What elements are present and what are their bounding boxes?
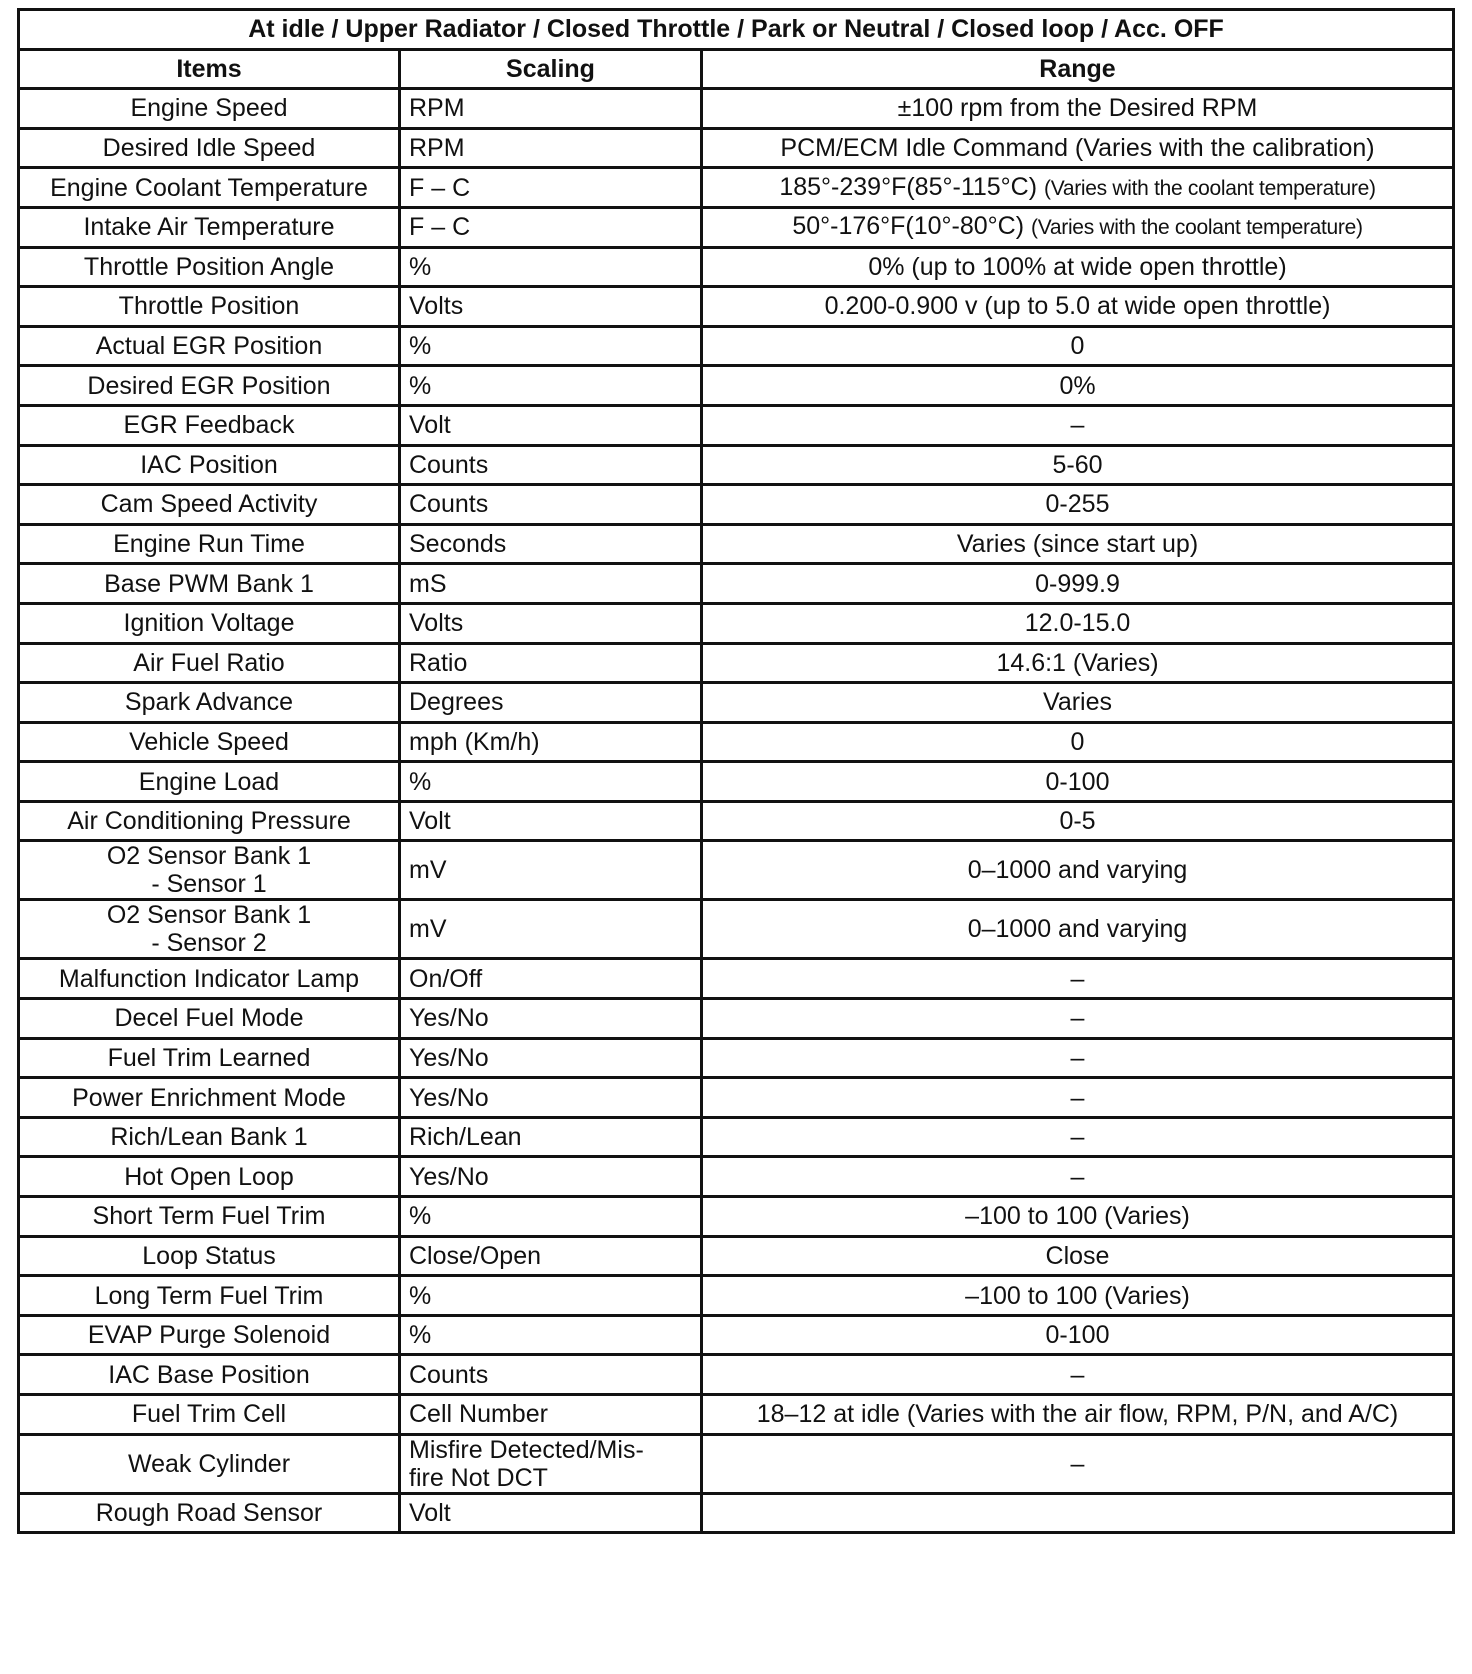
item-text: Long Term Fuel Trim <box>94 1281 324 1310</box>
scaling-cell <box>400 89 702 129</box>
item-cell <box>19 1355 400 1395</box>
range-cell <box>702 1434 1454 1493</box>
scaling-cell <box>400 128 702 168</box>
item-cell <box>19 1434 400 1493</box>
scaling-cell <box>400 603 702 643</box>
range-cell <box>702 1493 1454 1533</box>
table-row <box>19 900 1454 959</box>
table-row <box>19 1197 1454 1237</box>
range-cell <box>702 485 1454 525</box>
table-row <box>19 1434 1454 1493</box>
scaling-cell <box>400 1315 702 1355</box>
range-cell <box>702 366 1454 406</box>
table-row <box>19 445 1454 485</box>
table-row <box>19 722 1454 762</box>
table-row <box>19 683 1454 723</box>
scaling-text: F – C <box>409 173 471 202</box>
header-row <box>19 49 1454 89</box>
range-text: – <box>1070 1162 1085 1191</box>
item-text: Actual EGR Position <box>95 332 323 361</box>
range-note: (Varies with the coolant temperature) <box>1031 216 1363 240</box>
scaling-text: % <box>409 371 432 400</box>
scaling-cell <box>400 762 702 802</box>
table-row <box>19 1038 1454 1078</box>
range-text: 0-100 <box>1045 767 1110 796</box>
item-text: Hot Open Loop <box>124 1162 294 1191</box>
scaling-text: F – C <box>409 213 471 242</box>
scaling-text: On/Off <box>409 964 483 993</box>
item-text: O2 Sensor Bank 1 - Sensor 2 <box>106 901 312 958</box>
item-cell <box>19 128 400 168</box>
range-text: 0–1000 and varying <box>967 915 1188 944</box>
scaling-cell <box>400 1038 702 1078</box>
scaling-text: mV <box>409 915 447 944</box>
table-body <box>19 89 1454 1533</box>
scaling-cell <box>400 841 702 900</box>
item-text: Desired EGR Position <box>87 371 331 400</box>
scaling-cell <box>400 1078 702 1118</box>
item-text: Air Conditioning Pressure <box>67 807 351 836</box>
range-text: –100 to 100 (Varies) <box>965 1202 1190 1231</box>
item-cell <box>19 683 400 723</box>
table-row <box>19 1157 1454 1197</box>
range-cell <box>702 959 1454 999</box>
table-row <box>19 485 1454 525</box>
range-cell <box>702 1315 1454 1355</box>
table-row <box>19 1355 1454 1395</box>
item-cell <box>19 603 400 643</box>
scaling-text: % <box>409 1202 432 1231</box>
item-cell <box>19 287 400 327</box>
item-text: Fuel Trim Learned <box>107 1043 311 1072</box>
table-row <box>19 603 1454 643</box>
scaling-cell <box>400 900 702 959</box>
scaling-cell <box>400 1117 702 1157</box>
table-row <box>19 168 1454 208</box>
scaling-text: Volts <box>409 609 464 638</box>
scaling-text: % <box>409 767 432 796</box>
range-cell <box>702 524 1454 564</box>
range-cell <box>702 1197 1454 1237</box>
item-cell <box>19 168 400 208</box>
scaling-text: Rich/Lean <box>409 1123 522 1152</box>
item-text: Base PWM Bank 1 <box>104 569 314 598</box>
table-row <box>19 643 1454 683</box>
item-text: Decel Fuel Mode <box>114 1004 304 1033</box>
item-text: Air Fuel Ratio <box>133 648 285 677</box>
scaling-text: Counts <box>409 490 489 519</box>
scaling-cell <box>400 485 702 525</box>
scaling-cell <box>400 405 702 445</box>
item-text: Rich/Lean Bank 1 <box>110 1123 308 1152</box>
item-text: Desired Idle Speed <box>102 134 316 163</box>
item-cell <box>19 1493 400 1533</box>
table-row <box>19 89 1454 129</box>
range-cell <box>702 564 1454 604</box>
scaling-text: Volt <box>409 1498 451 1527</box>
item-cell <box>19 405 400 445</box>
range-cell <box>702 247 1454 287</box>
header-items: Items <box>19 49 400 89</box>
item-text: Engine Load <box>138 767 280 796</box>
item-cell <box>19 445 400 485</box>
item-cell <box>19 900 400 959</box>
range-text: – <box>1070 1449 1085 1478</box>
range-text: 185°-239°F(85°-115°C) <box>779 172 1038 201</box>
item-text: Ignition Voltage <box>123 609 295 638</box>
scaling-cell <box>400 207 702 247</box>
scaling-cell <box>400 1434 702 1493</box>
scaling-text: Yes/No <box>409 1043 489 1072</box>
item-text: Throttle Position <box>118 292 300 321</box>
scaling-text: RPM <box>409 94 465 123</box>
scaling-cell <box>400 1276 702 1316</box>
item-text: Throttle Position Angle <box>83 252 335 281</box>
range-cell <box>702 405 1454 445</box>
scaling-text: RPM <box>409 134 465 163</box>
table-row <box>19 128 1454 168</box>
range-text: 12.0-15.0 <box>1024 609 1131 638</box>
item-text: Engine Run Time <box>113 530 305 559</box>
scaling-cell <box>400 524 702 564</box>
item-cell <box>19 1276 400 1316</box>
range-text: 0% (up to 100% at wide open throttle) <box>868 252 1287 281</box>
scaling-text: % <box>409 252 432 281</box>
table-row <box>19 287 1454 327</box>
scaling-cell <box>400 1493 702 1533</box>
scaling-text: Counts <box>409 450 489 479</box>
scaling-cell <box>400 564 702 604</box>
scaling-cell <box>400 999 702 1039</box>
range-text: Varies <box>1043 688 1113 717</box>
item-cell <box>19 643 400 683</box>
range-text: PCM/ECM Idle Command (Varies with the calibration) <box>780 134 1375 163</box>
table-row <box>19 247 1454 287</box>
range-cell <box>702 168 1454 208</box>
range-cell <box>702 900 1454 959</box>
item-cell <box>19 841 400 900</box>
scaling-cell <box>400 247 702 287</box>
range-cell <box>702 1078 1454 1118</box>
table-row <box>19 1395 1454 1435</box>
table-row <box>19 999 1454 1039</box>
item-text: IAC Base Position <box>108 1360 310 1389</box>
item-cell <box>19 564 400 604</box>
range-cell <box>702 287 1454 327</box>
item-text: EGR Feedback <box>123 411 295 440</box>
table-title: At idle / Upper Radiator / Closed Throttle / Park or Neutral / Closed loop / Acc. OFF <box>19 10 1454 50</box>
item-cell <box>19 1315 400 1355</box>
range-cell <box>702 999 1454 1039</box>
item-text: Engine Speed <box>130 94 288 123</box>
scaling-cell <box>400 1355 702 1395</box>
scaling-text: Volt <box>409 411 451 440</box>
range-cell <box>702 89 1454 129</box>
scaling-cell <box>400 366 702 406</box>
scaling-cell <box>400 326 702 366</box>
range-text: 0–1000 and varying <box>967 856 1188 885</box>
item-text: Loop Status <box>142 1241 276 1270</box>
range-cell <box>702 722 1454 762</box>
range-text: – <box>1070 1123 1085 1152</box>
item-text: Fuel Trim Cell <box>131 1400 287 1429</box>
range-cell <box>702 762 1454 802</box>
scaling-text: Degrees <box>409 688 504 717</box>
table-row <box>19 326 1454 366</box>
table-row <box>19 1276 1454 1316</box>
scaling-cell <box>400 1395 702 1435</box>
scaling-text: Yes/No <box>409 1083 489 1112</box>
scaling-cell <box>400 168 702 208</box>
range-cell <box>702 1157 1454 1197</box>
range-cell <box>702 643 1454 683</box>
range-text: 0 <box>1070 332 1085 361</box>
item-cell <box>19 1078 400 1118</box>
table-row <box>19 405 1454 445</box>
scaling-cell <box>400 722 702 762</box>
scaling-text: Yes/No <box>409 1162 489 1191</box>
item-cell <box>19 1157 400 1197</box>
scaling-text: Counts <box>409 1360 489 1389</box>
scaling-text: mV <box>409 856 447 885</box>
range-cell <box>702 207 1454 247</box>
item-text: O2 Sensor Bank 1 - Sensor 1 <box>106 842 312 899</box>
item-cell <box>19 485 400 525</box>
range-cell <box>702 1276 1454 1316</box>
scaling-text: Cell Number <box>409 1400 548 1429</box>
scaling-text: Misfire Detected/Mis- fire Not DCT <box>409 1435 644 1492</box>
item-cell <box>19 722 400 762</box>
range-text: 0 <box>1070 727 1085 756</box>
range-cell <box>702 841 1454 900</box>
item-text: Intake Air Temperature <box>83 213 335 242</box>
table-row <box>19 366 1454 406</box>
range-text: –100 to 100 (Varies) <box>965 1281 1190 1310</box>
scan-data-table <box>17 8 1455 1534</box>
range-cell <box>702 326 1454 366</box>
item-cell <box>19 1236 400 1276</box>
range-text: 0-5 <box>1059 807 1096 836</box>
table-title-row <box>19 10 1454 50</box>
scaling-cell <box>400 1197 702 1237</box>
range-text: – <box>1070 1083 1085 1112</box>
range-text: ±100 rpm from the Desired RPM <box>897 94 1258 123</box>
table-row <box>19 207 1454 247</box>
item-text: Spark Advance <box>124 688 294 717</box>
item-cell <box>19 326 400 366</box>
item-text: Engine Coolant Temperature <box>50 173 368 202</box>
table-row <box>19 959 1454 999</box>
item-cell <box>19 801 400 841</box>
item-text: Vehicle Speed <box>129 727 289 756</box>
range-cell <box>702 1236 1454 1276</box>
range-text: 0-255 <box>1045 490 1110 519</box>
table-row <box>19 564 1454 604</box>
item-text: Power Enrichment Mode <box>72 1083 346 1112</box>
item-cell <box>19 207 400 247</box>
item-cell <box>19 1117 400 1157</box>
table-row <box>19 762 1454 802</box>
scaling-text: Close/Open <box>409 1241 542 1270</box>
range-cell <box>702 445 1454 485</box>
scaling-text: Volts <box>409 292 464 321</box>
range-text: 0.200-0.900 v (up to 5.0 at wide open throttle) <box>824 292 1331 321</box>
item-cell <box>19 524 400 564</box>
table-row <box>19 1315 1454 1355</box>
range-text: – <box>1070 1004 1085 1033</box>
item-text: Cam Speed Activity <box>100 490 318 519</box>
range-text: 18–12 at idle (Varies with the air flow, RPM, P/N, and A/C) <box>756 1400 1399 1429</box>
table-row <box>19 524 1454 564</box>
range-cell <box>702 1038 1454 1078</box>
scaling-cell <box>400 287 702 327</box>
scaling-text: Ratio <box>409 648 468 677</box>
scaling-text: Volt <box>409 807 451 836</box>
item-text: Weak Cylinder <box>127 1449 291 1478</box>
item-cell <box>19 999 400 1039</box>
scaling-cell <box>400 801 702 841</box>
range-text: – <box>1070 964 1085 993</box>
item-cell <box>19 959 400 999</box>
range-cell <box>702 128 1454 168</box>
range-text: – <box>1070 1360 1085 1389</box>
item-cell <box>19 762 400 802</box>
range-cell <box>702 603 1454 643</box>
scaling-text: % <box>409 1281 432 1310</box>
item-cell <box>19 366 400 406</box>
range-text: 0% <box>1059 371 1096 400</box>
scaling-cell <box>400 643 702 683</box>
table-row <box>19 1493 1454 1533</box>
scaling-text: mph (Km/h) <box>409 727 540 756</box>
item-text: Malfunction Indicator Lamp <box>58 964 360 993</box>
scaling-text: % <box>409 332 432 361</box>
range-text: 0-100 <box>1045 1321 1110 1350</box>
item-cell <box>19 1197 400 1237</box>
scaling-text: Seconds <box>409 530 507 559</box>
range-text: 5-60 <box>1052 450 1103 479</box>
table-row <box>19 841 1454 900</box>
table-row <box>19 1117 1454 1157</box>
item-cell <box>19 1395 400 1435</box>
scaling-text: % <box>409 1321 432 1350</box>
header-scaling: Scaling <box>400 49 702 89</box>
item-text: EVAP Purge Solenoid <box>87 1321 331 1350</box>
range-text: Varies (since start up) <box>956 530 1199 559</box>
scaling-cell <box>400 683 702 723</box>
item-cell <box>19 1038 400 1078</box>
scaling-cell <box>400 1236 702 1276</box>
range-text: 0-999.9 <box>1035 569 1120 598</box>
scaling-cell <box>400 445 702 485</box>
range-text: – <box>1070 411 1085 440</box>
table-row <box>19 1236 1454 1276</box>
range-cell <box>702 1117 1454 1157</box>
item-text: Short Term Fuel Trim <box>92 1202 326 1231</box>
item-text: Rough Road Sensor <box>95 1498 323 1527</box>
scaling-cell <box>400 1157 702 1197</box>
item-text: IAC Position <box>140 450 278 479</box>
scaling-text: Yes/No <box>409 1004 489 1033</box>
item-cell <box>19 89 400 129</box>
range-text: 14.6:1 (Varies) <box>996 648 1159 677</box>
range-note: (Varies with the coolant temperature) <box>1044 176 1376 200</box>
range-cell <box>702 1355 1454 1395</box>
range-text: 50°-176°F(10°-80°C) <box>792 212 1025 241</box>
table-row <box>19 1078 1454 1118</box>
range-cell <box>702 1395 1454 1435</box>
table-row <box>19 801 1454 841</box>
item-cell <box>19 247 400 287</box>
range-text: – <box>1070 1043 1085 1072</box>
scaling-cell <box>400 959 702 999</box>
range-cell <box>702 683 1454 723</box>
range-cell <box>702 801 1454 841</box>
scaling-text: mS <box>409 569 447 598</box>
range-text: Close <box>1045 1241 1110 1270</box>
header-range: Range <box>702 49 1454 89</box>
